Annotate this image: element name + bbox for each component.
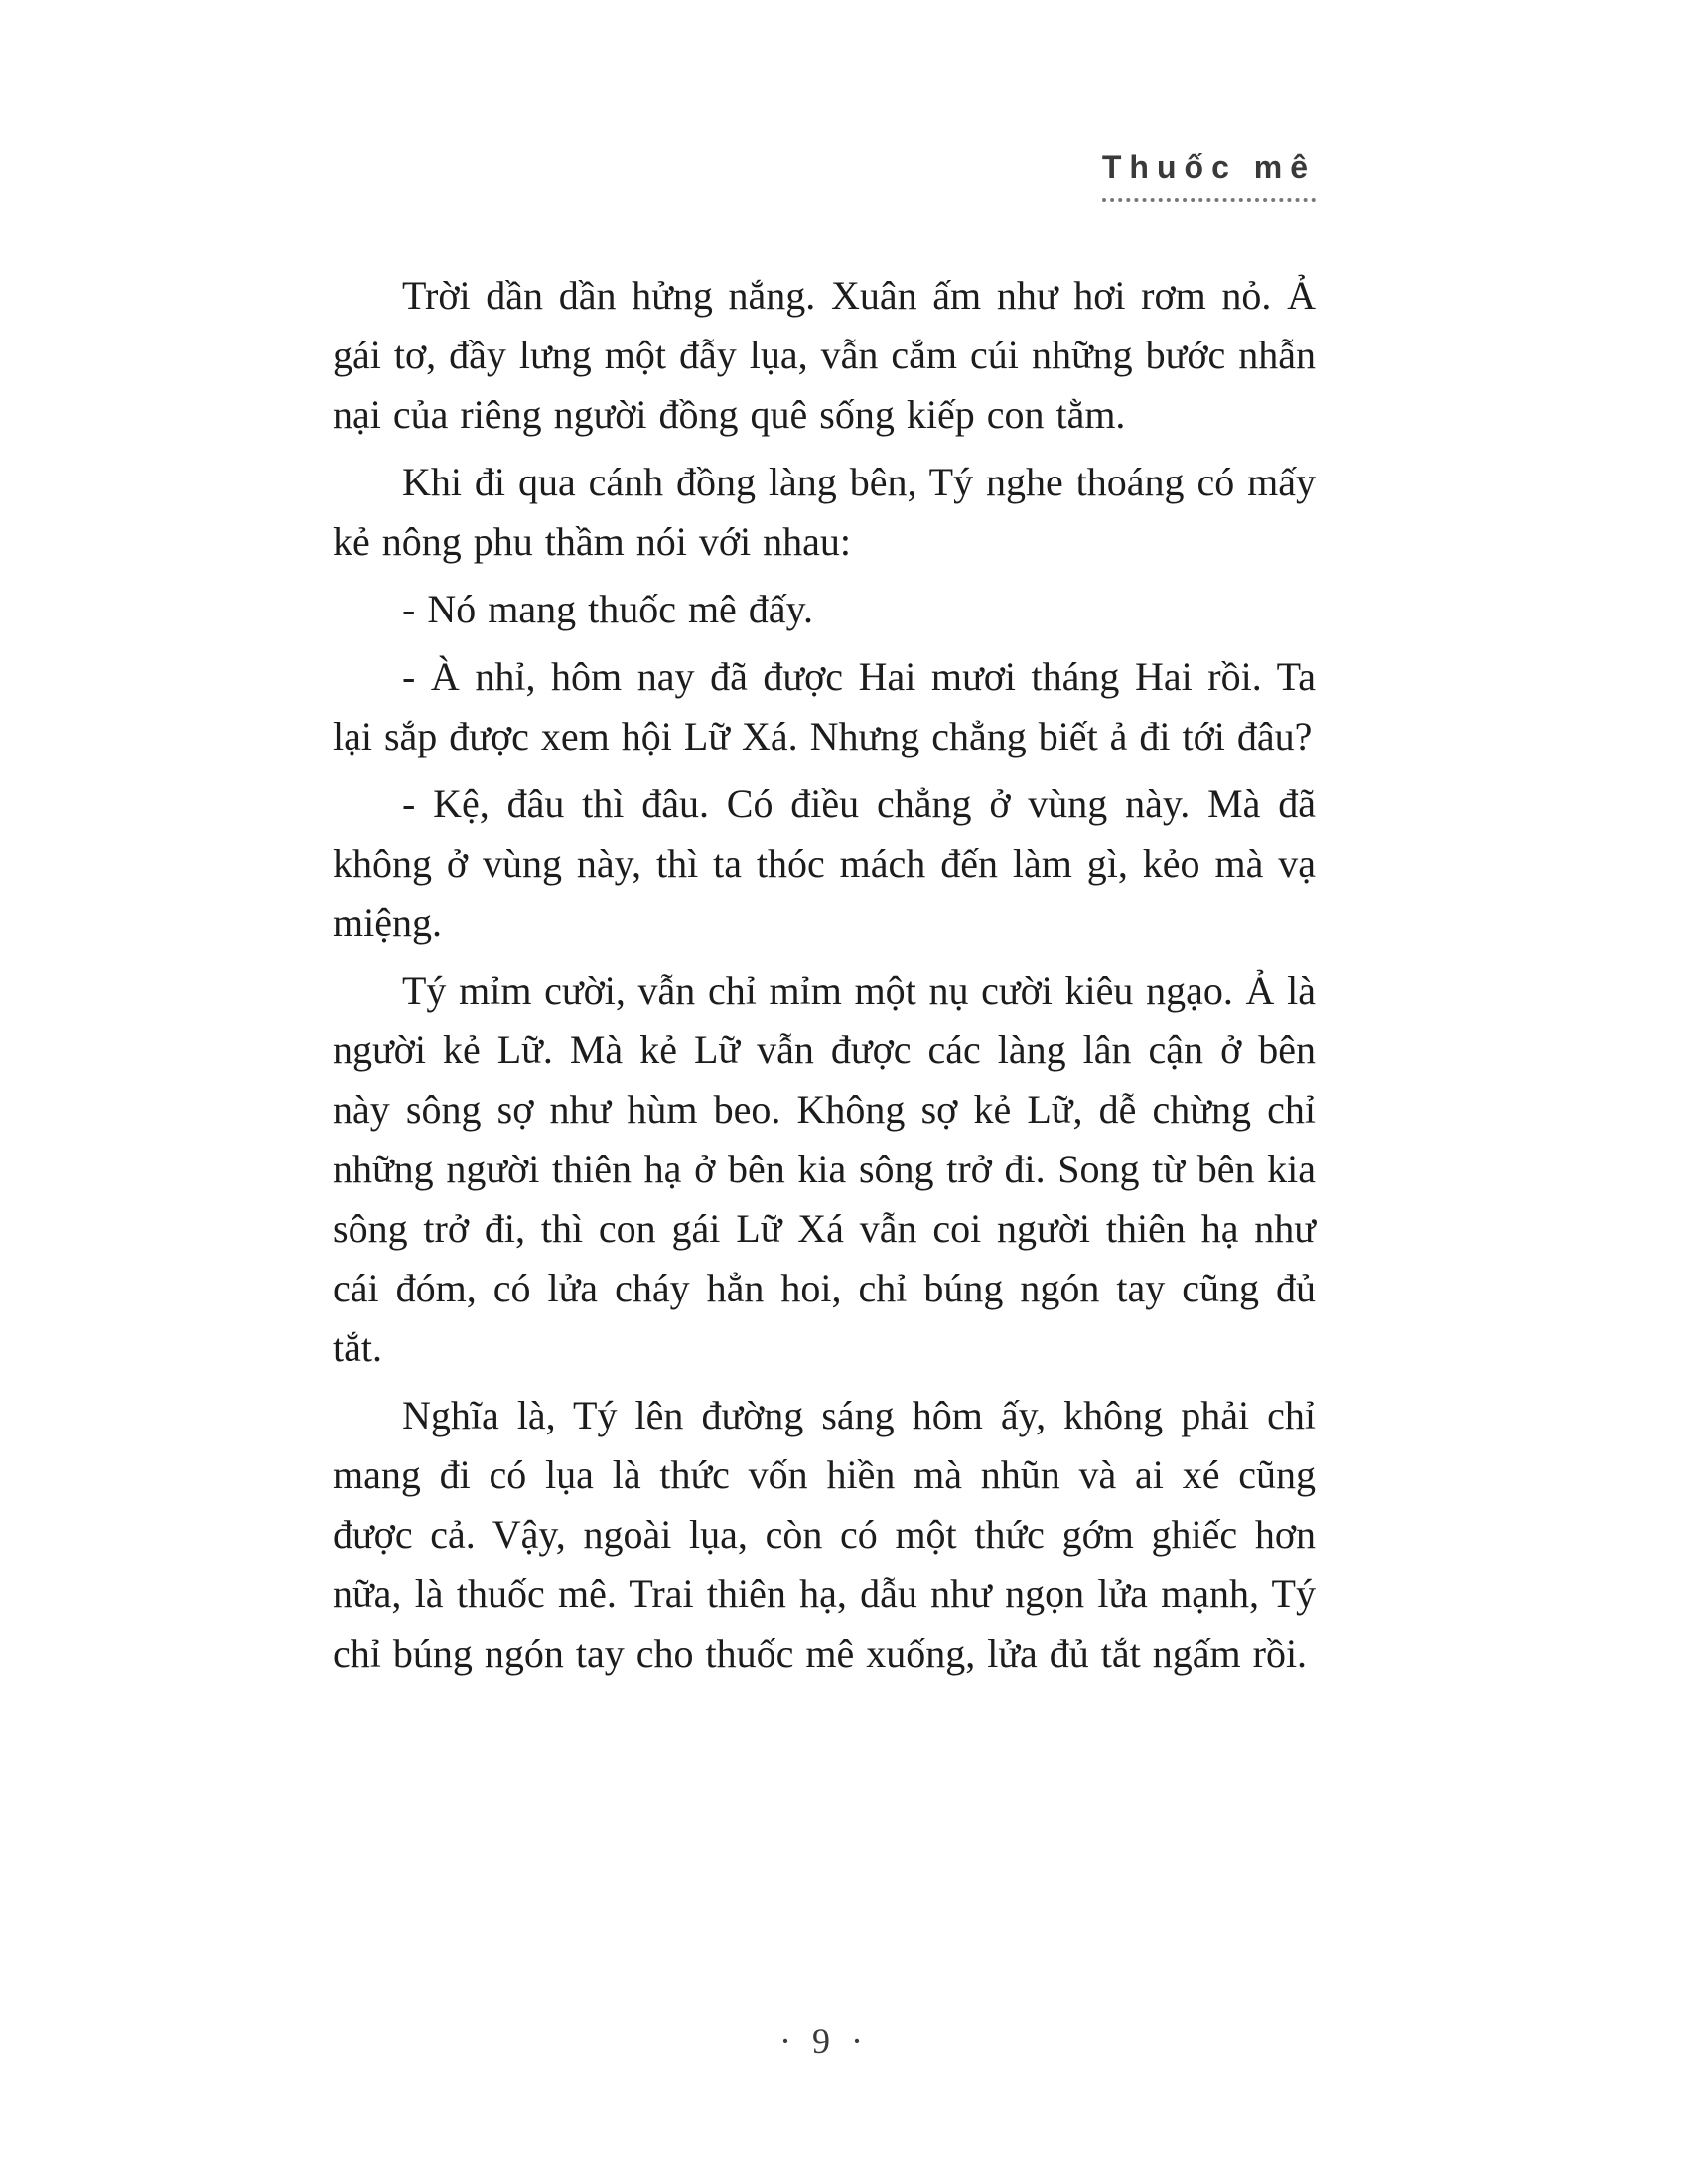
header-dotted-underline xyxy=(1102,198,1316,202)
body-paragraph: Trời dần dần hửng nắng. Xuân ấm như hơi rơm nỏ. Ả gái tơ, đầy lưng một đẫy lụa, vẫn cắm cúi những bước nhẫn nại của riêng người đồng quê sống kiếp con tằm. xyxy=(333,273,1316,437)
body-paragraph-dialogue: - Kệ, đâu thì đâu. Có điều chẳng ở vùng này. Mà đã không ở vùng này, thì ta thóc mách đến làm gì, kẻo mà vạ miệng. xyxy=(333,781,1316,945)
running-header xyxy=(333,149,1316,202)
body-paragraph: Nghĩa là, Tý lên đường sáng hôm ấy, không phải chỉ mang đi có lụa là thức vốn hiền mà nhũn và ai xé cũng được cả. Vậy, ngoài lụa, còn có một thức gớm ghiếc hơn nữa, là thuốc mê. Trai thiên hạ, dẫu như ngọn lửa mạnh, Tý chỉ búng ngón tay cho thuốc mê xuống, lửa đủ tắt ngấm rồi. xyxy=(333,1393,1316,1676)
body-text xyxy=(333,266,1316,1692)
body-paragraph: Tý mỉm cười, vẫn chỉ mỉm một nụ cười kiêu ngạo. Ả là người kẻ Lữ. Mà kẻ Lữ vẫn được các làng lân cận ở bên này sông sợ như hùm beo. Không sợ kẻ Lữ, dễ chừng chỉ những người thiên hạ ở bên kia sông trở đi. Song từ bên kia sông trở đi, thì con gái Lữ Xá vẫn coi người thiên hạ như cái đóm, có lửa cháy hẳn hoi, chỉ búng ngón tay cũng đủ tắt. xyxy=(333,968,1316,1370)
page-number: · 9 · xyxy=(779,2021,869,2061)
body-paragraph: Khi đi qua cánh đồng làng bên, Tý nghe thoáng có mấy kẻ nông phu thầm nói với nhau: xyxy=(333,460,1316,564)
running-header-inner xyxy=(1102,149,1316,202)
body-paragraph-dialogue: - Nó mang thuốc mê đấy. xyxy=(402,587,813,631)
body-paragraph-dialogue: - À nhỉ, hôm nay đã được Hai mươi tháng Hai rồi. Ta lại sắp được xem hội Lữ Xá. Nhưng chẳng biết ả đi tới đâu? xyxy=(333,654,1316,758)
page-header-title: Thuốc mê xyxy=(1101,149,1316,185)
